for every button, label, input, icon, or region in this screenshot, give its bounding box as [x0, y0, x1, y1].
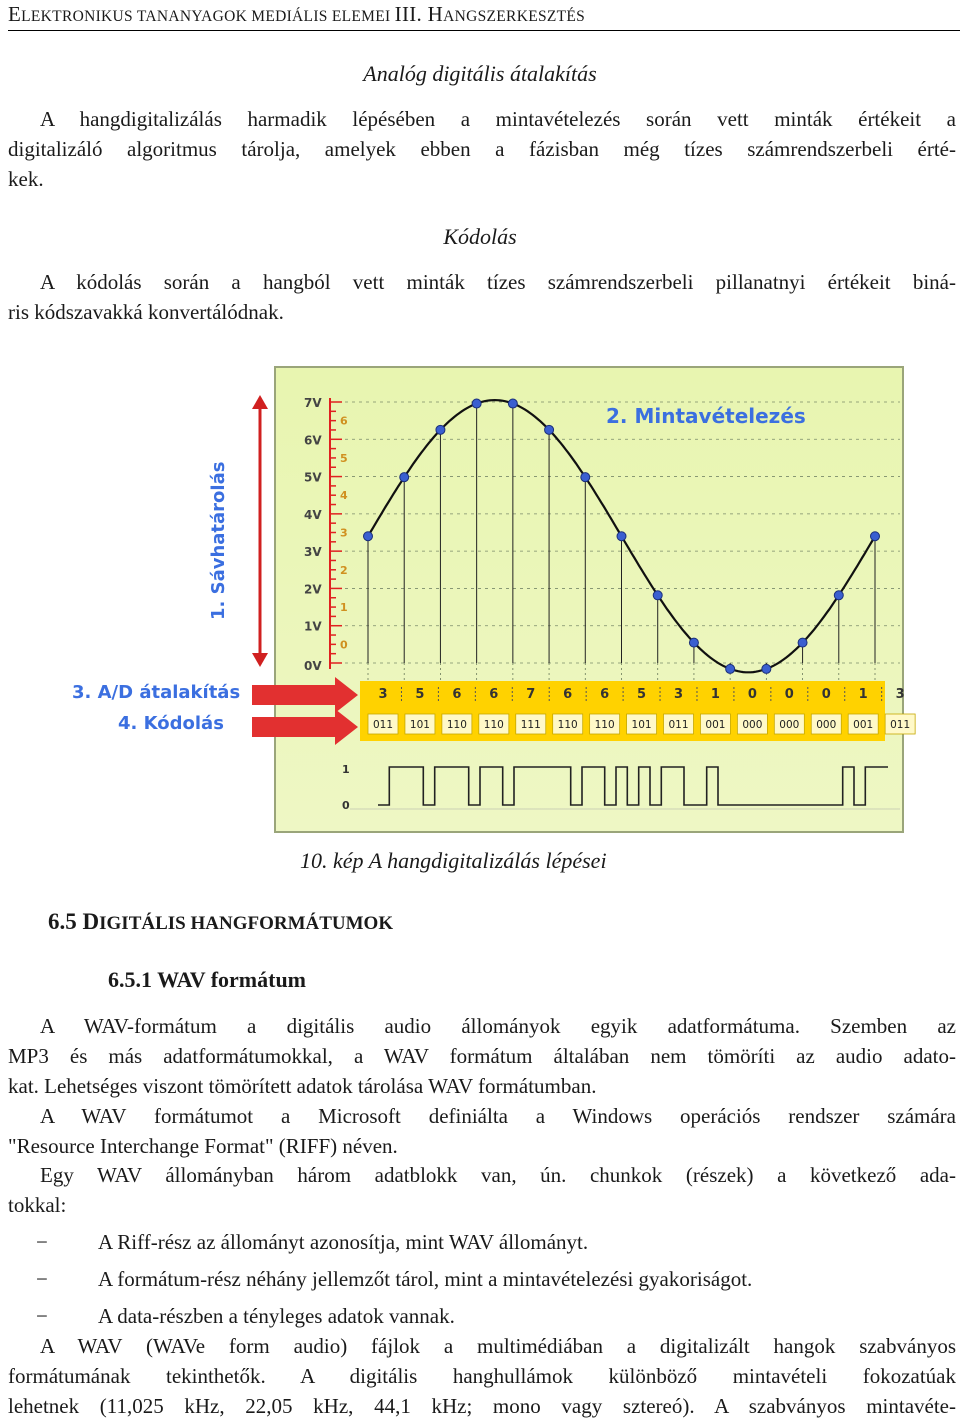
sample-point [653, 591, 662, 600]
text-line: digitalizáló algoritmus tárolja, amelyek ebben a fázisban még tízes számrendszerbeli érté- [8, 137, 956, 161]
volt-label: 1V [304, 619, 322, 634]
level-number: 6 [340, 414, 348, 428]
sample-point [689, 638, 698, 647]
level-number: 2 [340, 563, 348, 577]
binary-code: 011 [372, 719, 394, 731]
sample-value: 6 [452, 687, 462, 702]
binary-code: 110 [446, 719, 467, 731]
volt-label: 7V [304, 396, 322, 410]
sample-value: 0 [747, 687, 757, 702]
level-number: 3 [340, 526, 348, 540]
sample-value: 5 [637, 687, 647, 702]
text-line: A kódolás során a hangból vett minták tízes számrendszerbeli pillanatnyi értékeit biná- [40, 270, 956, 294]
label-ad-atalakitas: 3. A/D átalakítás [72, 682, 241, 703]
volt-label: 6V [304, 433, 322, 448]
section-heading-6-5-1: 6.5.1 WAV formátum [108, 967, 307, 992]
level-number: 1 [340, 601, 348, 615]
text-line: "Resource Interchange Format" (RIFF) néven. [8, 1134, 398, 1158]
text-line: A hangdigitalizálás harmadik lépésében a mintavételezés során vett minták értékeit a [40, 107, 956, 131]
header-text-1: LEKTRONIKUS TANANYAGOK MEDIÁLIS ELEMEI [21, 8, 395, 25]
band-arrow-down [252, 653, 268, 667]
text-line: ris kódszavakká konvertálódnak. [8, 300, 284, 324]
sample-value: 6 [600, 687, 610, 702]
running-header [8, 2, 960, 31]
volt-label: 2V [304, 582, 322, 597]
sample-value: 5 [415, 687, 425, 702]
code-bar [360, 681, 885, 741]
text-line: A WAV (WAVe form audio) fájlok a multimédiában a digitalizált hangok szabványos [40, 1334, 956, 1358]
paragraph-wav-2 [8, 1101, 956, 1161]
sample-value: 3 [378, 687, 388, 702]
sample-point [834, 591, 843, 600]
binary-code: 111 [520, 719, 541, 731]
text-line: formátumának tekinthetők. A digitális hanghullámok különböző mintavételi fokozatúak [8, 1364, 956, 1388]
binary-code: 000 [742, 719, 763, 731]
signal-label: 0 [342, 799, 350, 812]
sample-point [545, 425, 554, 434]
binary-code: 000 [816, 719, 837, 731]
sample-point [581, 473, 590, 482]
header-initial: E [8, 2, 22, 26]
volt-label: 3V [304, 545, 322, 560]
text-line: kat. Lehetséges viszont tömörített adatok tárolása WAV formátumban. [8, 1074, 597, 1098]
sample-value: 0 [784, 687, 794, 702]
volt-label: 0V [304, 659, 322, 673]
bullet-dash: − [36, 1304, 48, 1328]
label-savhatarolas: 1. Sávhatárolás [208, 461, 229, 620]
band-arrow-up [252, 395, 268, 409]
binary-code: 110 [483, 719, 504, 731]
sample-point [472, 399, 481, 408]
section-heading-6-5 [48, 909, 393, 935]
text-line: A WAV formátumot a Microsoft definiálta a Windows operációs rendszer számára [40, 1104, 956, 1128]
list-item-text: A data-részben a tényleges adatok vannak. [98, 1304, 455, 1328]
sample-value: 3 [895, 687, 905, 702]
figure-panel [275, 367, 903, 832]
sample-value: 6 [563, 687, 573, 702]
sample-value: 3 [673, 687, 684, 702]
level-number: 0 [340, 638, 348, 652]
section-title-analog: Analóg digitális átalakítás [363, 61, 597, 86]
paragraph-analog [8, 104, 956, 194]
header-text-2: ANGSZERKESZTÉS [443, 8, 586, 25]
text-line: tokkal: [8, 1193, 67, 1217]
level-number: 4 [340, 489, 348, 503]
sample-point [400, 473, 409, 482]
binary-code: 101 [409, 719, 430, 731]
signal-label: 1 [342, 763, 350, 776]
bullet-dash: − [36, 1267, 48, 1291]
binary-code: 000 [779, 719, 800, 731]
binary-code: 110 [557, 719, 578, 731]
binary-code: 110 [594, 719, 615, 731]
sample-point [508, 399, 517, 408]
text-line: kek. [8, 167, 44, 191]
heading-text: IGITÁLIS HANGFORMÁTUMOK [99, 913, 394, 934]
sample-value: 7 [526, 687, 536, 702]
sample-value: 1 [710, 687, 720, 702]
paragraph-wav-1 [8, 1011, 956, 1101]
binary-code: 011 [668, 719, 689, 731]
sample-point [364, 532, 373, 541]
sample-point [617, 532, 626, 541]
binary-code: 001 [853, 719, 874, 731]
level-number: 5 [340, 451, 348, 465]
sample-value: 1 [858, 687, 868, 702]
sample-point [871, 532, 880, 541]
label-kodolas-fig: 4. Kódolás [118, 713, 224, 734]
paragraph-wav-3 [8, 1160, 956, 1220]
figure-caption: 10. kép A hangdigitalizálás lépései [300, 848, 607, 873]
paragraph-kodolas [8, 267, 956, 327]
list-item-text: A formátum-rész néhány jellemzőt tárol, mint a mintavételezési gyakoriságot. [98, 1267, 753, 1291]
label-mintavetelezes: 2. Mintavételezés [606, 404, 806, 428]
binary-code: 001 [705, 719, 726, 731]
volt-label: 5V [304, 470, 322, 485]
sample-value: 0 [821, 687, 831, 702]
bullet-dash: − [36, 1230, 48, 1254]
sample-point [436, 425, 445, 434]
sample-point [726, 664, 735, 673]
list-item-text: A Riff-rész az állományt azonosítja, mint WAV állományt. [98, 1230, 589, 1254]
text-line: A WAV-formátum a digitális audio állományok egyik adatformátuma. Szemben az [40, 1014, 956, 1038]
text-line: MP3 és más adatformátumokkal, a WAV formátum általában nem tömöríti az audio adato- [8, 1044, 956, 1068]
sample-point [798, 638, 807, 647]
section-title-kodolas: Kódolás [443, 224, 517, 249]
sample-point [762, 664, 771, 673]
volt-label: 4V [304, 507, 322, 522]
text-line: lehetnek (11,025 kHz, 22,05 kHz, 44,1 kHz; mono vagy sztereó). A szabványos mintavéte- [8, 1394, 956, 1418]
paragraph-wav-4 [8, 1331, 956, 1421]
sample-value: 6 [489, 687, 499, 702]
binary-code: 011 [890, 719, 911, 731]
header-roman: III. H [394, 2, 444, 26]
heading-number: 6.5 D [48, 909, 100, 934]
text-line: Egy WAV állományban három adatblokk van, ún. chunkok (részek) a következő ada- [40, 1163, 956, 1187]
digitization-figure [72, 365, 911, 835]
binary-code: 101 [631, 719, 652, 731]
